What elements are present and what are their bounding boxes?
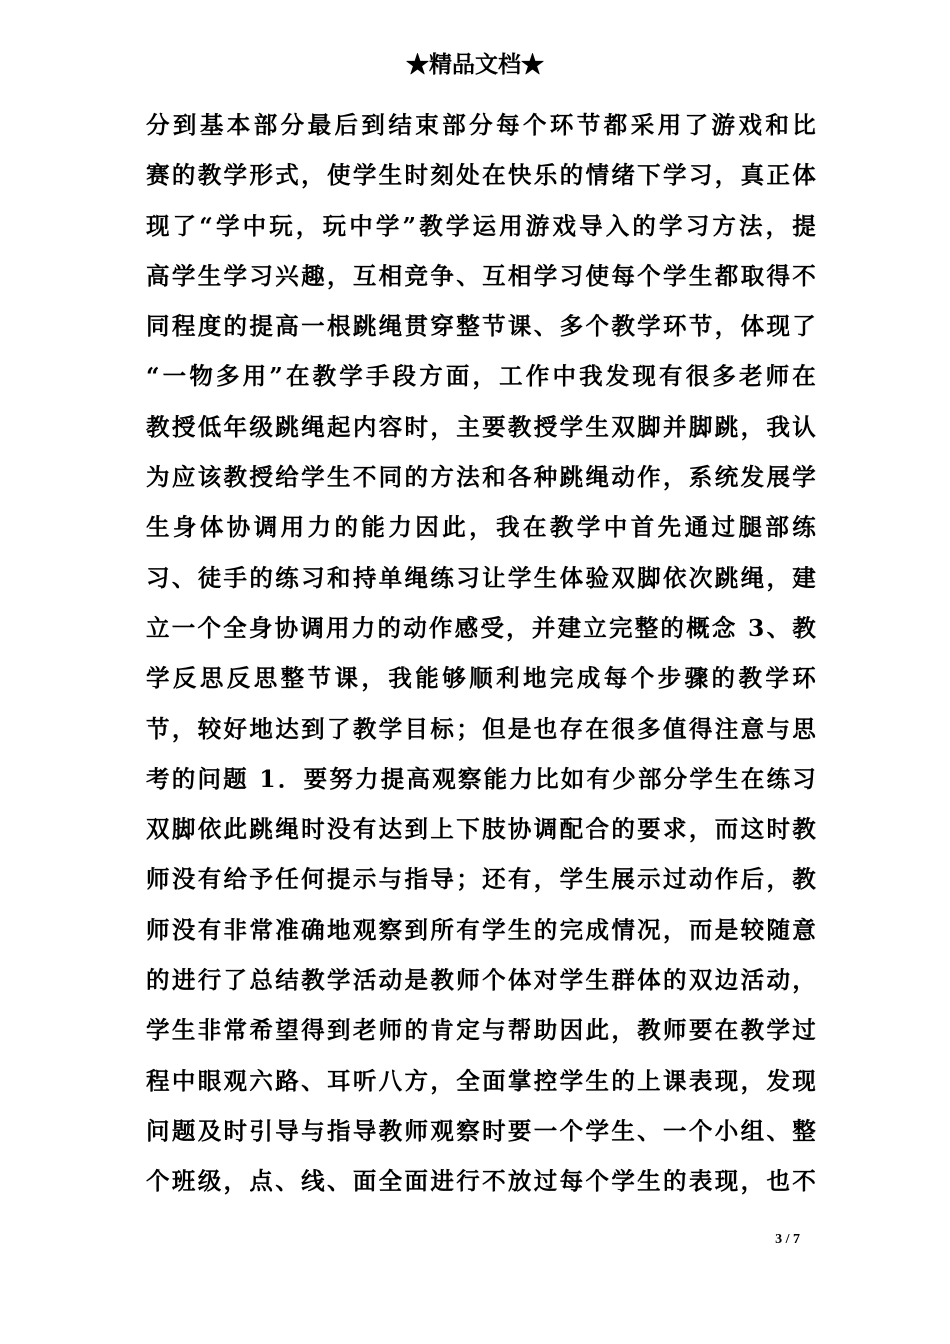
page-header-title: ★精品文档★ xyxy=(406,51,544,78)
text-line: 教授低年级跳绳起内容时，主要教授学生双脚并脚跳，我认 xyxy=(146,412,816,441)
text-line: 立一个全身协调用力的动作感受，并建立完整的概念 3、教 xyxy=(146,613,816,642)
text-line: 双脚依此跳绳时没有达到上下肢协调配合的要求，而这时教 xyxy=(146,815,816,844)
text-line: 学反思反思整节课，我能够顺利地完成每个步骤的教学环 xyxy=(146,664,816,693)
text-line: 程中眼观六路、耳听八方，全面掌控学生的上课表现，发现 xyxy=(146,1066,816,1095)
text-line: 赛的教学形式，使学生时刻处在快乐的情绪下学习，真正体 xyxy=(146,161,816,190)
text-line: 的进行了总结教学活动是教师个体对学生群体的双边活动， xyxy=(146,966,816,995)
text-line: 生身体协调用力的能力因此，我在教学中首先通过腿部练 xyxy=(146,513,816,542)
text-line: 个班级，点、线、面全面进行不放过每个学生的表现，也不 xyxy=(146,1167,816,1196)
text-line: 师没有给予任何提示与指导；还有，学生展示过动作后，教 xyxy=(146,865,816,894)
text-line: 现了“学中玩，玩中学”教学运用游戏导入的学习方法，提 xyxy=(146,211,816,240)
body-text xyxy=(146,100,816,1207)
text-line: 问题及时引导与指导教师观察时要一个学生、一个小组、整 xyxy=(146,1116,816,1145)
text-line: 分到基本部分最后到结束部分每个环节都采用了游戏和比 xyxy=(146,111,816,139)
text-line: 节，较好地达到了教学目标；但是也存在很多值得注意与思 xyxy=(146,714,816,743)
text-line: 师没有非常准确地观察到所有学生的完成情况，而是较随意 xyxy=(146,915,816,944)
page-number: 3 / 7 xyxy=(775,1232,800,1247)
text-line: 习、徒手的练习和持单绳练习让学生体验双脚依次跳绳，建 xyxy=(146,563,816,592)
text-line: “一物多用”在教学手段方面，工作中我发现有很多老师在 xyxy=(146,362,816,391)
text-line: 学生非常希望得到老师的肯定与帮助因此，教师要在教学过 xyxy=(146,1016,816,1045)
text-line: 为应该教授给学生不同的方法和各种跳绳动作，系统发展学 xyxy=(146,463,816,492)
text-line: 高学生学习兴趣，互相竞争、互相学习使每个学生都取得不 xyxy=(146,261,816,290)
text-line: 同程度的提高一根跳绳贯穿整节课、多个教学环节，体现了 xyxy=(146,312,816,341)
text-line: 考的问题 1．要努力提高观察能力比如有少部分学生在练习 xyxy=(146,764,816,793)
